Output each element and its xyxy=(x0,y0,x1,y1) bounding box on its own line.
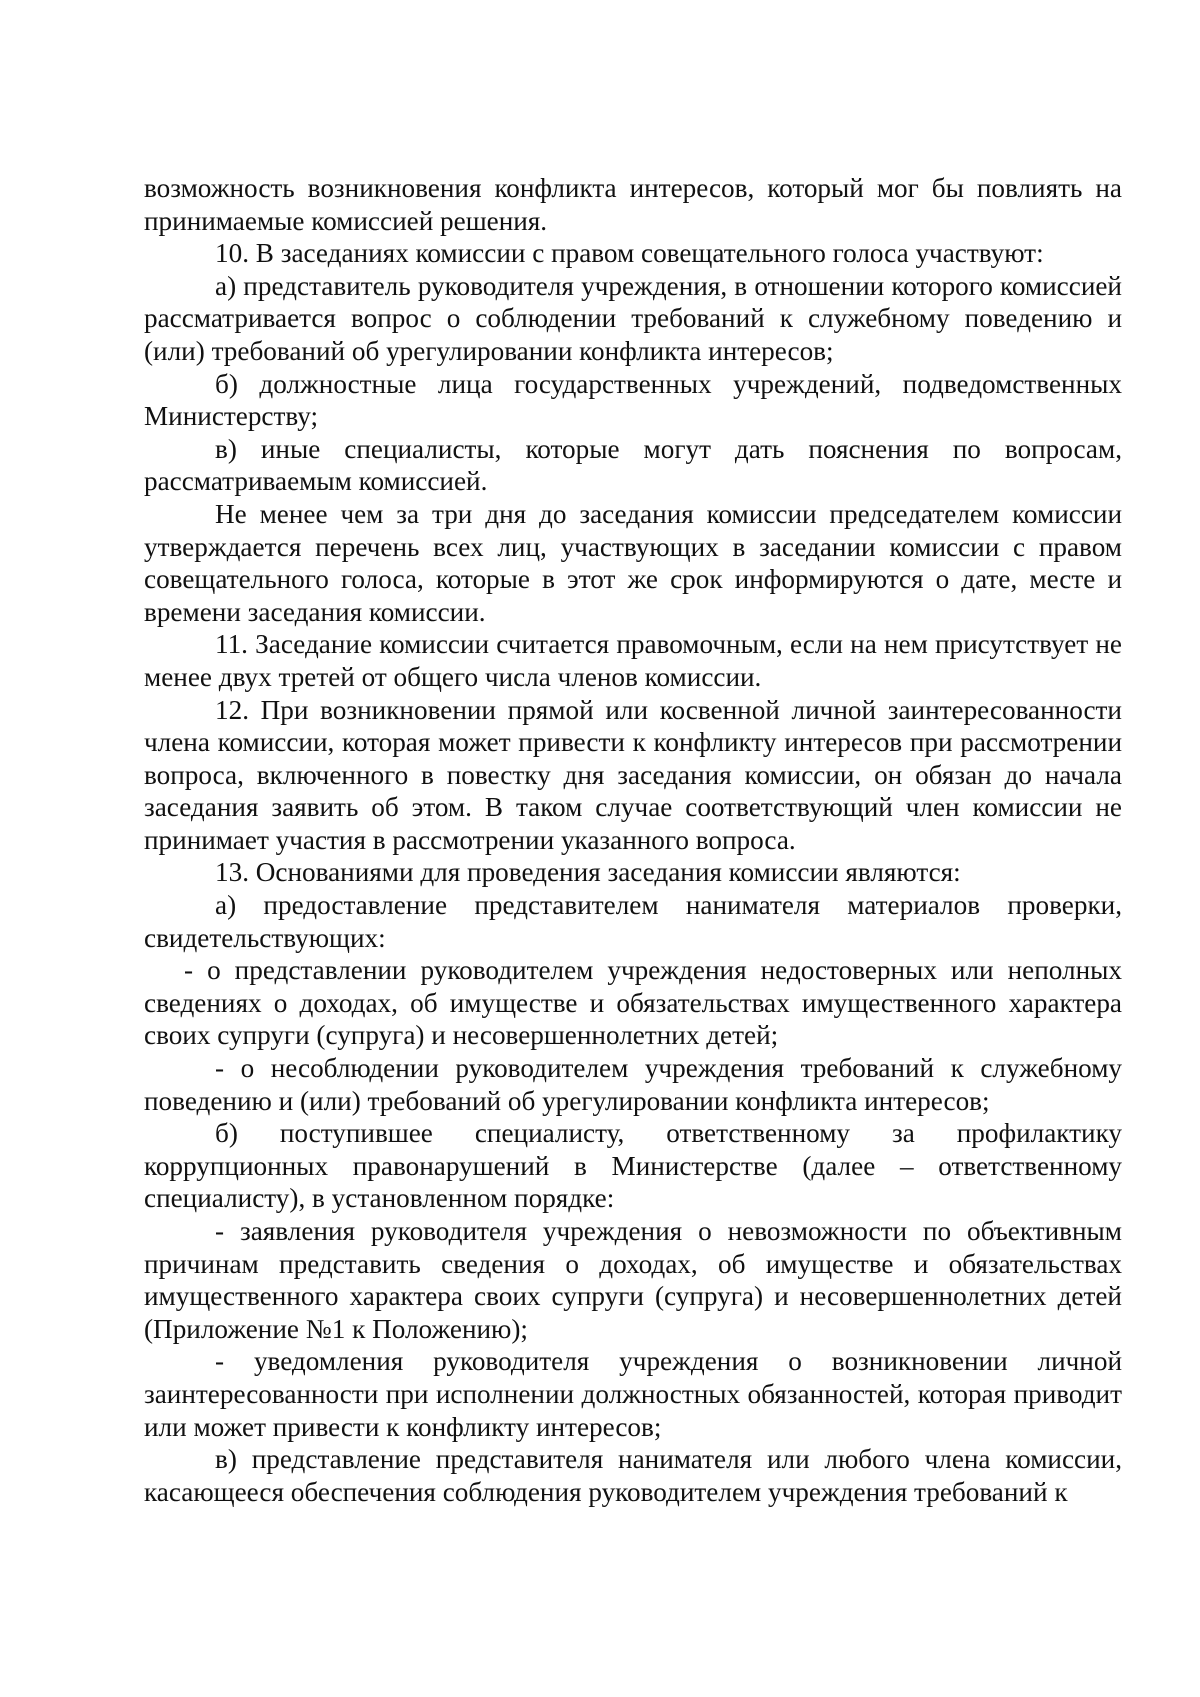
paragraph-item-13b: б) поступившее специалисту, ответственному за профилактику коррупционных правонарушений в Министерстве (далее – ответственному специалисту), в установленном порядке: xyxy=(144,1118,1122,1214)
paragraph-notice: Не менее чем за три дня до заседания комиссии председателем комиссии утверждается перечень всех лиц, участвующих в заседании комиссии с правом совещательного голоса, которые в этот же срок информируются о дате, месте и времени заседания комиссии. xyxy=(144,498,1122,627)
paragraph-item-10b: б) должностные лица государственных учреждений, подведомственных Министерству; xyxy=(144,368,1122,432)
paragraph-item-13a-dash-2: - о несоблюдении руководителем учреждения требований к служебному поведению и (или) требований об урегулировании конфликта интересов; xyxy=(144,1053,1122,1116)
paragraph-item-12: 12. При возникновении прямой или косвенной личной заинтересованности члена комиссии, которая может привести к конфликту интересов при рассмотрении вопроса, включенного в повестку дня заседания комиссии, он обязан до начала заседания заявить об этом. В таком случае соответствующий член комиссии не принимает участия в рассмотрении указанного вопроса. xyxy=(144,694,1122,855)
paragraph-item-10a: а) представитель руководителя учреждения, в отношении которого комиссией рассматривается вопрос о соблюдении требований к служебному поведению и (или) требований об урегулировании конфликта интересов; xyxy=(144,270,1122,366)
paragraph-item-13a: а) предоставление представителем нанимателя материалов проверки, свидетельствующих: xyxy=(144,890,1122,953)
paragraph-item-13b-dash-1: - заявления руководителя учреждения о невозможности по объективным причинам представить сведения о доходах, об имуществе и обязательствах имущественного характера своих супруги (супруга) и несовершеннолетних детей (Приложение №1 к Положению); xyxy=(144,1216,1122,1344)
paragraph-item-10: 10. В заседаниях комиссии с правом совещательного голоса участвуют: xyxy=(215,238,1044,269)
paragraph-continuation: возможность возникновения конфликта интересов, который мог бы повлиять на принимаемые комиссией решения. xyxy=(144,173,1122,236)
paragraph-item-13b-dash-2: - уведомления руководителя учреждения о возникновении личной заинтересованности при исполнении должностных обязанностей, которая приводит или может привести к конфликту интересов; xyxy=(144,1346,1122,1442)
paragraph-item-13a-dash-1: - о представлении руководителем учреждения недостоверных или неполных сведениях о доходах, об имуществе и обязательствах имущественного характера своих супруги (супруга) и несовершеннолетних детей; xyxy=(144,955,1122,1051)
paragraph-item-13v: в) представление представителя нанимателя или любого члена комиссии, касающееся обеспечения соблюдения руководителем учреждения требований к xyxy=(144,1444,1122,1507)
paragraph-item-13: 13. Основаниями для проведения заседания комиссии являются: xyxy=(215,857,961,888)
document-body xyxy=(144,172,1122,1508)
paragraph-item-10v: в) иные специалисты, которые могут дать пояснения по вопросам, рассматриваемым комиссией. xyxy=(144,433,1122,497)
paragraph-item-11: 11. Заседание комиссии считается правомочным, если на нем присутствует не менее двух третей от общего числа членов комиссии. xyxy=(144,629,1122,692)
